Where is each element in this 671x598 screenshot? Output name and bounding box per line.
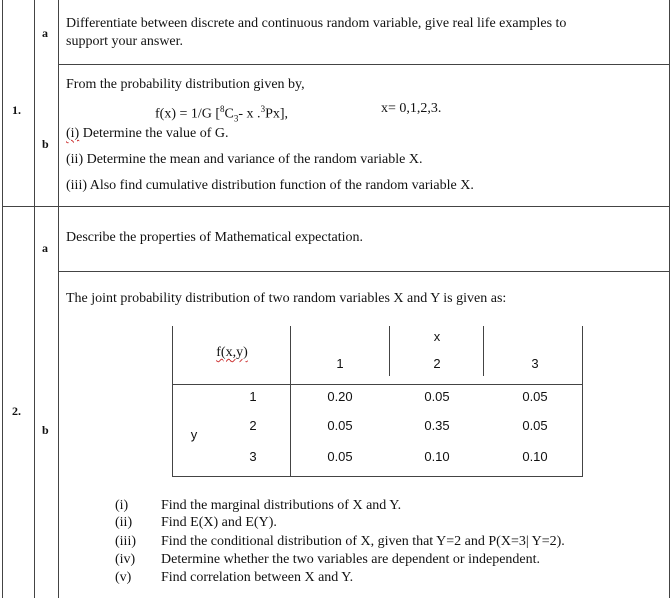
table-right-border — [582, 326, 583, 476]
row-divider-1 — [58, 64, 669, 65]
question-1b-item-iii: (iii) Also find cumulative distribution function of the random variable X. — [66, 178, 474, 193]
table-cell: 0.35 — [424, 418, 450, 433]
table-cell: 0.20 — [327, 389, 353, 404]
row-divider-2 — [2, 206, 669, 207]
question-1a-text-line2: support your answer. — [66, 34, 184, 49]
question-2b-intro: The joint probability distribution of two random variables X and Y is given as: — [66, 291, 507, 306]
question-2b-item-text: Find E(X) and E(Y). — [161, 515, 277, 530]
question-2b-item-num: (iii) — [115, 534, 136, 549]
question-1-number: 1. — [12, 103, 21, 117]
table-y-value: 1 — [249, 389, 257, 404]
table-left-border — [172, 326, 173, 476]
question-2-number: 2. — [12, 404, 21, 418]
table-col-divider-2 — [389, 326, 390, 376]
table-y-value: 3 — [249, 449, 257, 464]
question-1b-item-i: (i) Determine the value of G. — [66, 126, 229, 141]
question-2b-label: b — [42, 423, 49, 437]
table-y-value: 2 — [249, 418, 257, 433]
question-2a-text: Describe the properties of Mathematical expectation. — [66, 230, 363, 245]
table-col-divider-1 — [290, 326, 291, 476]
table-y-label: y — [190, 427, 198, 442]
question-1b-intro: From the probability distribution given by, — [66, 77, 305, 92]
table-cell: 0.05 — [327, 449, 353, 464]
question-2a-label: a — [42, 241, 48, 255]
question-1b-label: b — [42, 137, 49, 151]
table-cell: 0.10 — [522, 449, 548, 464]
table-cell: 0.05 — [327, 418, 353, 433]
table-x-value: 2 — [433, 356, 441, 371]
question-2b-item-text: Find correlation between X and Y. — [161, 570, 354, 585]
table-cell: 0.05 — [424, 389, 450, 404]
question-1b-item-ii: (ii) Determine the mean and variance of the random variable X. — [66, 152, 423, 167]
row-divider-3 — [58, 271, 669, 272]
question-2b-item-num: (iv) — [115, 552, 136, 567]
table-bottom-border — [172, 476, 583, 477]
table-cell: 0.05 — [522, 418, 548, 433]
table-col-divider-3 — [483, 326, 484, 376]
table-x-label: x — [433, 329, 441, 344]
table-x-value: 3 — [531, 356, 539, 371]
grid-line-left — [2, 0, 3, 598]
question-2b-item-num: (ii) — [115, 515, 133, 530]
question-2b-item-num: (i) — [115, 498, 129, 513]
table-cell: 0.10 — [424, 449, 450, 464]
table-cell: 0.05 — [522, 389, 548, 404]
grid-line-num — [34, 0, 35, 598]
question-1a-label: a — [42, 26, 48, 40]
question-2b-item-text: Find the marginal distributions of X and Y. — [161, 498, 402, 513]
question-2b-item-num: (v) — [115, 570, 132, 585]
question-1b-domain: x= 0,1,2,3. — [381, 101, 442, 116]
table-header-divider — [172, 384, 583, 385]
table-header-fxy: f(x,y) — [216, 345, 248, 360]
grid-line-right — [669, 0, 670, 598]
grid-line-label — [58, 0, 59, 598]
table-x-value: 1 — [336, 356, 344, 371]
question-2b-item-text: Determine whether the two variables are dependent or independent. — [161, 552, 541, 567]
question-1a-text-line1: Differentiate between discrete and continuous random variable, give real life examples to — [66, 16, 567, 31]
question-1b-formula: f(x) = 1/G [$^8C_3-$ x .$^3$Px], — [155, 104, 289, 124]
question-2b-item-text: Find the conditional distribution of X, given that Y=2 and P(X=3| Y=2). — [161, 534, 565, 549]
